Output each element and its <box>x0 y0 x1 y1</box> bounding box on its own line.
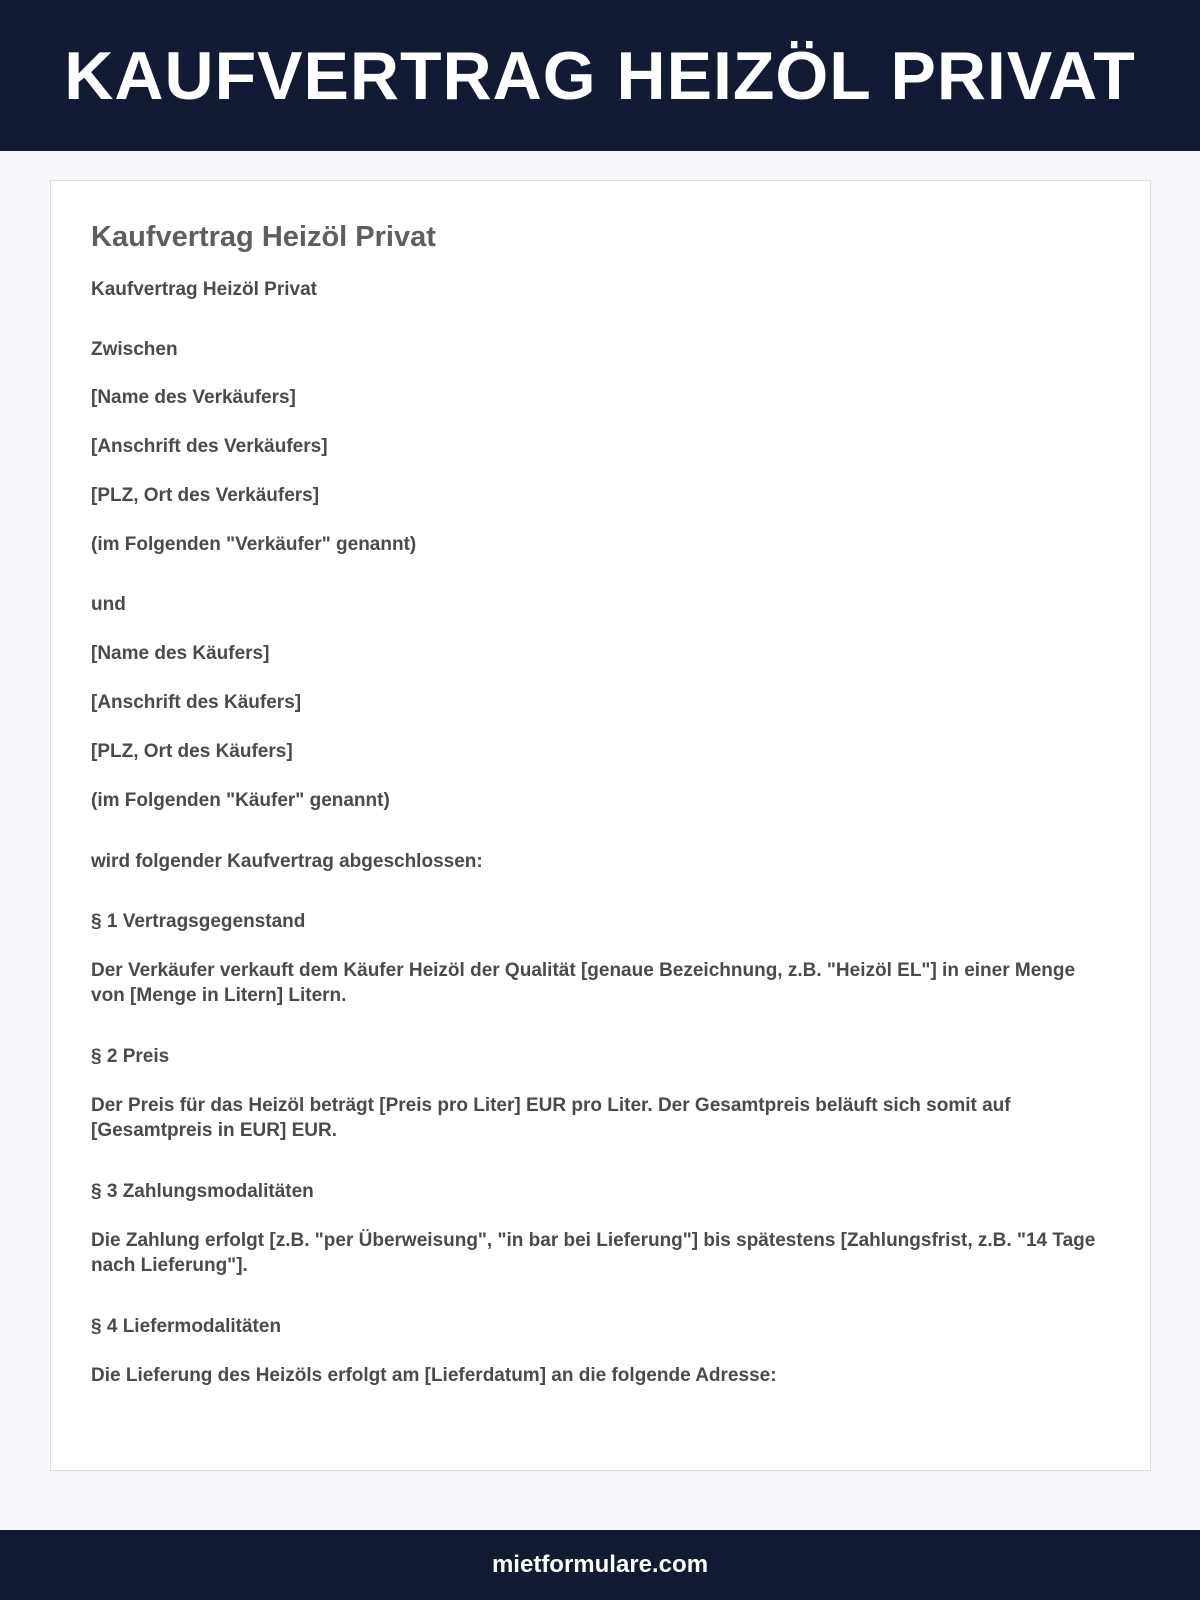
footer-site-link[interactable]: mietformulare.com <box>491 1551 709 1578</box>
buyer-city: [PLZ, Ort des Käufers] <box>91 741 293 762</box>
seller-name: [Name des Verkäufers] <box>91 387 296 408</box>
section-text: Der Preis für das Heizöl beträgt [Preis pro Liter] EUR pro Liter. Der Gesamtpreis beläuft sich somit auf [Gesamtpreis in EUR] EUR. <box>91 1095 1011 1141</box>
section-heading: § 4 Liefermodalitäten <box>91 1316 282 1337</box>
footer-bar <box>0 1530 1200 1600</box>
section-text: Der Verkäufer verkauft dem Käufer Heizöl der Qualität [genaue Bezeichnung, z.B. "Heizöl EL"] in einer Menge von [Menge in Litern] Litern. <box>91 960 1076 1006</box>
buyer-name: [Name des Käufers] <box>91 643 270 664</box>
document-title: Kaufvertrag Heizöl Privat <box>91 221 436 253</box>
between-label: Zwischen <box>91 339 178 360</box>
seller-address: [Anschrift des Verkäufers] <box>91 436 328 457</box>
contract-intro: wird folgender Kaufvertrag abgeschlossen: <box>91 851 483 872</box>
document-card <box>50 180 1151 1471</box>
and-label: und <box>91 594 126 615</box>
seller-role: (im Folgenden "Verkäufer" genannt) <box>91 534 417 555</box>
section-heading: § 1 Vertragsgegenstand <box>91 911 306 932</box>
section-text: Die Zahlung erfolgt [z.B. "per Überweisung", "in bar bei Lieferung"] bis spätestens [Zahlungsfrist, z.B. "14 Tage nach Lieferung"]. <box>91 1230 1096 1276</box>
document-subtitle: Kaufvertrag Heizöl Privat <box>91 279 317 300</box>
header-title: KAUFVERTRAG HEIZÖL PRIVAT <box>64 37 1136 114</box>
buyer-address: [Anschrift des Käufers] <box>91 692 302 713</box>
header-banner <box>0 0 1200 151</box>
section-heading: § 2 Preis <box>91 1046 170 1067</box>
buyer-role: (im Folgenden "Käufer" genannt) <box>91 790 390 811</box>
seller-city: [PLZ, Ort des Verkäufers] <box>91 485 320 506</box>
section-heading: § 3 Zahlungsmodalitäten <box>91 1181 314 1202</box>
section-text: Die Lieferung des Heizöls erfolgt am [Lieferdatum] an die folgende Adresse: <box>91 1365 777 1386</box>
